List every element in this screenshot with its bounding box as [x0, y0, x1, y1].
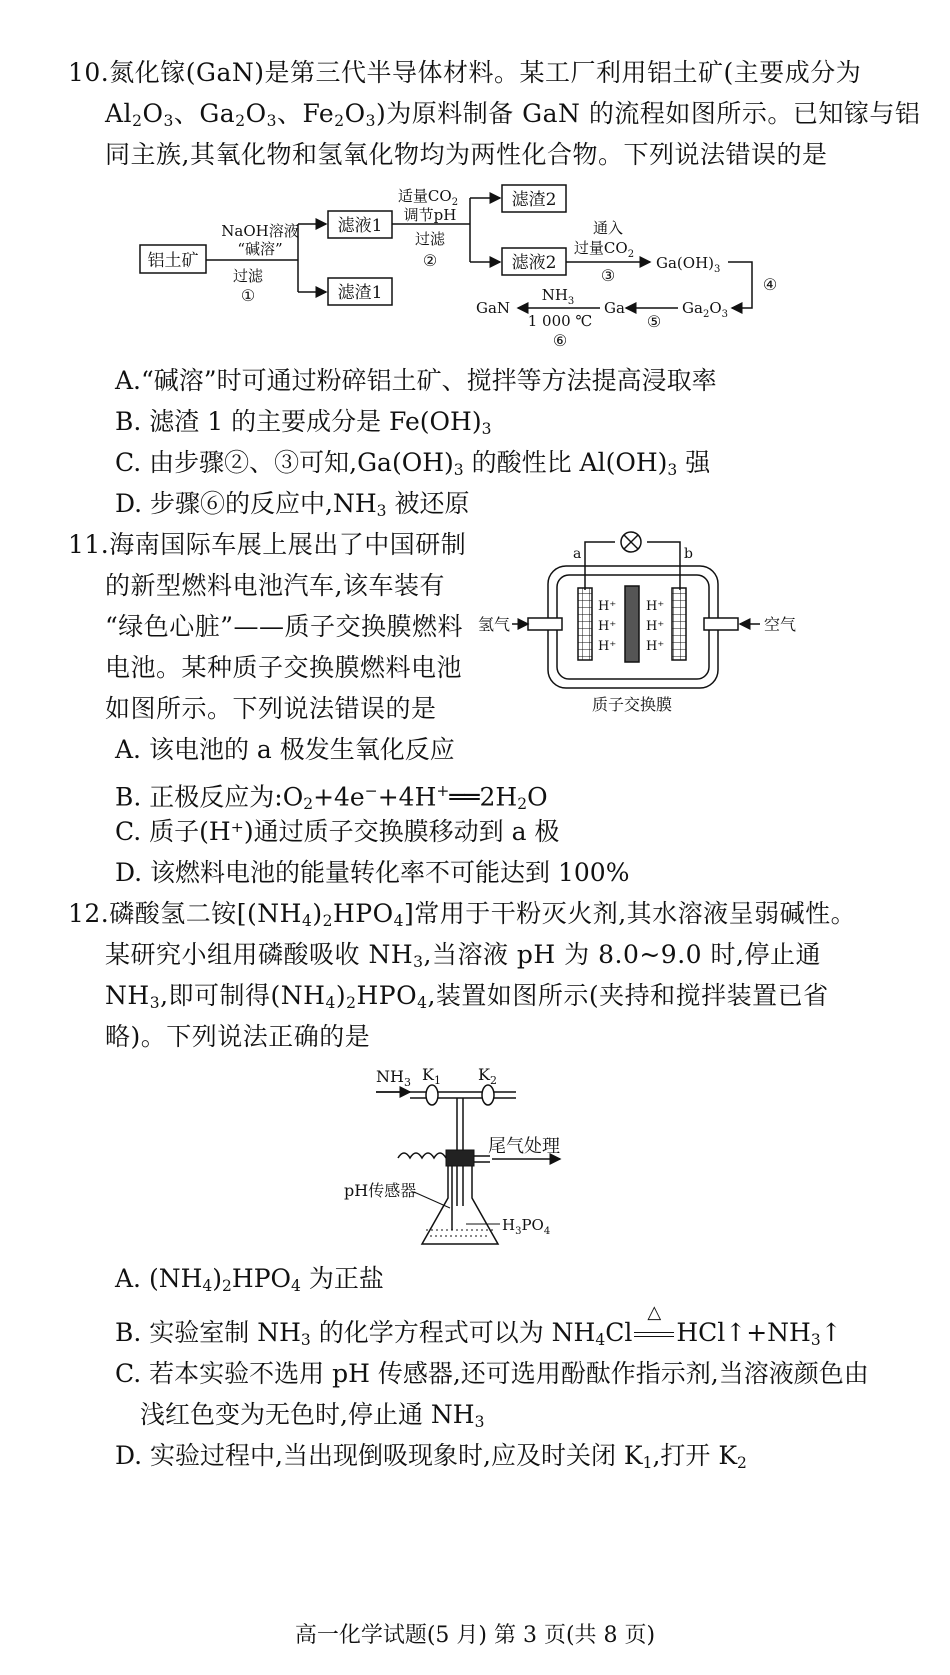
svg-text:H⁺: H⁺	[598, 599, 617, 614]
svg-text:氢气: 氢气	[478, 615, 511, 634]
svg-text:滤渣2: 滤渣2	[511, 190, 557, 210]
q12-option-a[interactable]: A. $(NH_4)_2HPO_4$ 为正盐	[115, 1264, 384, 1295]
svg-text:滤液2: 滤液2	[511, 253, 557, 273]
svg-text:适量CO2: 适量$CO_2$	[397, 187, 459, 208]
svg-text:1 000 ℃: 1 000 ℃	[527, 312, 593, 330]
svg-text:质子交换膜: 质子交换膜	[591, 695, 673, 714]
svg-text:⑥: ⑥	[552, 331, 568, 350]
svg-text:NH3: $NH_3$	[376, 1067, 411, 1089]
page-footer: 高一化学试题(5 月) 第 3 页(共 8 页)	[294, 1623, 656, 1648]
svg-text:NH3: $NH_3$	[541, 286, 575, 307]
svg-text:通入: 通入	[592, 219, 624, 237]
svg-text:H⁺: H⁺	[598, 619, 617, 634]
q11-line-2: 的新型燃料电池汽车,该车装有	[105, 571, 445, 600]
q12-option-d[interactable]: D. 实验过程中,当出现倒吸现象时,应及时关闭 $K_1$,打开 $K_2$	[115, 1441, 747, 1472]
q11-line-3: “绿色心脏”——质子交换膜燃料	[105, 612, 464, 641]
flow-bauxite-label: 铝土矿	[147, 251, 199, 271]
valve-k1	[426, 1085, 438, 1105]
q11-number: 11.	[68, 530, 110, 559]
svg-text:滤液1: 滤液1	[337, 216, 383, 236]
q11-line-5: 如图所示。下列说法错误的是	[105, 694, 437, 723]
q12-number: 12.	[68, 899, 110, 928]
q10-option-b[interactable]: B. 滤渣 1 的主要成分是 $Fe(OH)_3$	[115, 407, 492, 438]
svg-text:H⁺: H⁺	[598, 639, 617, 654]
svg-text:H⁺: H⁺	[646, 619, 665, 634]
q12-option-c-cont: 浅红色变为无色时,停止通 $NH_3$	[140, 1400, 485, 1431]
q11-line-1: 11.海南国际车展上展出了中国研制	[68, 530, 467, 559]
svg-text:H⁺: H⁺	[646, 639, 665, 654]
q12-line-4: 略)。下列说法正确的是	[105, 1022, 371, 1051]
q10-number: 10.	[68, 58, 110, 87]
q10-option-c[interactable]: C. 由步骤②、③可知$,Ga(OH)_3$ 的酸性比 $Al(OH)_3$ 强	[115, 448, 711, 479]
svg-text:过滤: 过滤	[232, 267, 264, 285]
svg-text:空气: 空气	[764, 615, 797, 634]
svg-text:Ga2O3: $Ga_2O_3$	[682, 299, 728, 320]
q11-fuel-cell-diagram	[470, 530, 810, 720]
q10-flow-diagram	[130, 180, 810, 355]
proton-membrane	[625, 586, 639, 662]
q11-line-4: 电池。某种质子交换膜燃料电池	[105, 653, 463, 682]
heating-arrow: △	[632, 1316, 676, 1350]
q10-line-1: 10.氮化镓(GaN)是第三代半导体材料。某工厂利用铝土矿(主要成分为	[68, 58, 862, 87]
q12-line-2: 某研究小组用磷酸吸收 $NH_3$,当溶液 pH 为 8.0~9.0 时,停止通	[105, 940, 821, 971]
svg-text:GaN: GaN	[476, 299, 511, 317]
svg-text:“碱溶”: “碱溶”	[237, 240, 283, 258]
svg-text:b: b	[684, 546, 693, 562]
svg-text:过量CO2: 过量$CO_2$	[573, 239, 635, 260]
svg-text:Ga: Ga	[604, 299, 625, 317]
svg-text:④: ④	[762, 275, 778, 294]
svg-text:Ga(OH)3: $Ga(OH)_3$	[656, 254, 721, 275]
q10-option-d[interactable]: D. 步骤⑥的反应中$,NH_3$ 被还原	[115, 489, 470, 520]
svg-text:pH传感器: pH传感器	[344, 1181, 417, 1200]
svg-text:H3PO4: $H_3PO_4$	[502, 1216, 551, 1237]
svg-text:a: a	[573, 546, 582, 562]
q11-option-c[interactable]: C. 质子(H⁺)通过质子交换膜移动到 a 极	[115, 817, 560, 846]
q11-option-d[interactable]: D. 该燃料电池的能量转化率不可能达到 100%	[115, 858, 630, 887]
q10-option-a[interactable]: A.“碱溶”时可通过粉碎铝土矿、搅拌等方法提高浸取率	[115, 366, 717, 395]
q12-option-c[interactable]: C. 若本实验不选用 pH 传感器,还可选用酚酞作指示剂,当溶液颜色由	[115, 1359, 869, 1388]
svg-text:③: ③	[600, 266, 616, 285]
q11-option-a[interactable]: A. 该电池的 a 极发生氧化反应	[115, 735, 455, 764]
svg-text:调节pH: 调节pH	[403, 206, 457, 224]
electrode-b	[672, 588, 686, 660]
valve-k2	[482, 1085, 494, 1105]
svg-text:过滤: 过滤	[414, 230, 446, 248]
q12-line-1: 12.磷酸氢二铵$[(NH_4)_2HPO_4]$常用于干粉灭火剂,其水溶液呈弱碱性。	[68, 899, 857, 930]
electrode-a	[578, 588, 592, 660]
svg-text:K2: $K_2$	[478, 1065, 497, 1087]
svg-text:尾气处理: 尾气处理	[488, 1136, 560, 1157]
q12-line-3: $NH_3$,即可制得$(NH_4)_2HPO_4$,装置如图所示(夹持和搅拌装置已省	[105, 981, 829, 1012]
svg-text:⑤: ⑤	[646, 312, 662, 331]
q10-line-2: $Al_2O_3$、$Ga_2O_3$、$Fe_2O_3$)为原料制备 GaN 的流程如图所示。已知镓与铝	[105, 99, 921, 130]
q12-apparatus-diagram	[340, 1058, 600, 1258]
svg-text:K1: $K_1$	[422, 1065, 441, 1087]
q10-line-3: 同主族,其氧化物和氢氧化物均为两性化合物。下列说法错误的是	[105, 140, 828, 169]
svg-text:NaOH溶液: NaOH溶液	[221, 222, 299, 240]
q12-option-b[interactable]: B. 实验室制 $NH_3$ 的化学方程式可以为 $NH_4Cl$ △ $HCl↑+NH_3↑$	[115, 1302, 842, 1349]
svg-text:滤渣1: 滤渣1	[337, 283, 383, 303]
svg-text:①: ①	[240, 286, 256, 305]
q11-option-b[interactable]: B. 正极反应为$:O_2+4e^-+4H^+══2H_2O$	[115, 782, 548, 814]
svg-text:②: ②	[422, 251, 438, 270]
svg-text:H⁺: H⁺	[646, 599, 665, 614]
